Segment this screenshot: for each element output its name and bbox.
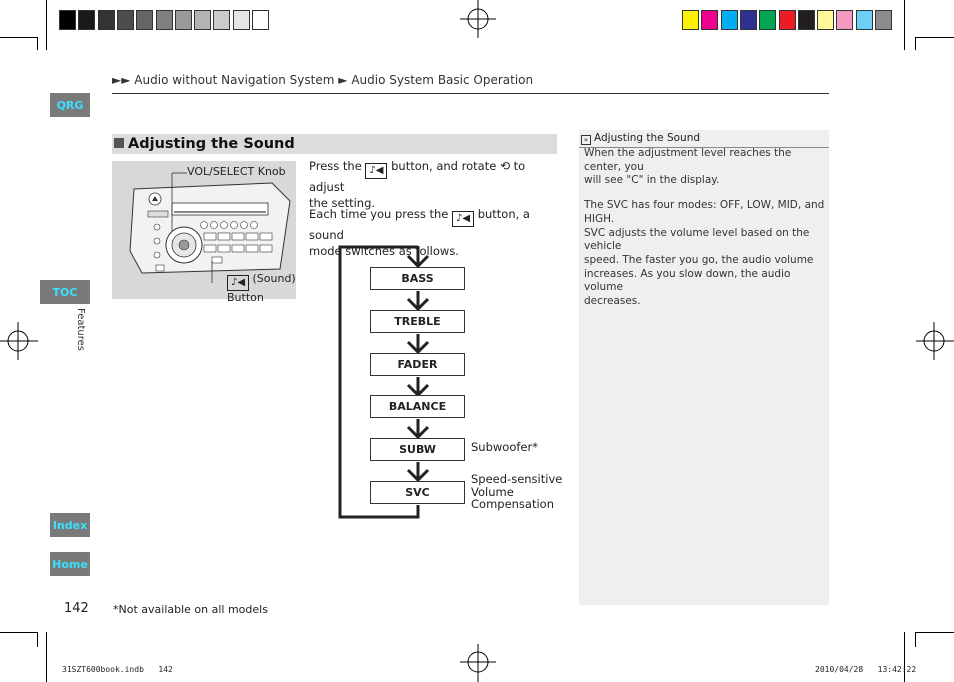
mode-subw: [370, 438, 465, 461]
crop-mark: [904, 0, 905, 50]
gray-swatch: [117, 10, 134, 30]
p2-text-c: mode switches as follows.: [309, 244, 459, 258]
sound-button-callout: [227, 272, 296, 304]
registration-mark-top: [458, 0, 498, 40]
button-callout-text: Button: [227, 291, 264, 304]
sidebar-heading-text: Adjusting the Sound: [594, 132, 701, 144]
tab-home[interactable]: [50, 552, 90, 576]
breadcrumb-separator: ►: [338, 73, 348, 87]
sidebar-line: decreases.: [584, 295, 641, 308]
svc-note-line-2: Volume: [471, 484, 514, 499]
slug-file-name: 31SZT600book.indb: [62, 665, 144, 674]
tab-qrg[interactable]: [50, 93, 90, 117]
mode-fader: [370, 353, 465, 376]
sidebar-line: will see "C" in the display.: [584, 174, 720, 187]
mode-fader-label: FADER: [397, 358, 438, 371]
subw-note: Subwoofer*: [471, 440, 538, 454]
tab-index[interactable]: [50, 513, 90, 537]
process-swatch: [798, 10, 815, 30]
mode-subw-label: SUBW: [399, 443, 436, 456]
gray-swatch: [78, 10, 95, 30]
p1-text-d: the setting.: [309, 196, 376, 210]
process-swatch: [721, 10, 738, 30]
gray-swatch: [156, 10, 173, 30]
p1-text-a: Press the: [309, 159, 362, 173]
crop-mark: [915, 632, 954, 633]
process-swatch: [701, 10, 718, 30]
mode-balance: [370, 395, 465, 418]
sidebar-line: SVC adjusts the volume level based on the vehicle: [584, 226, 810, 253]
note-icon: »: [581, 135, 591, 145]
process-swatch: [759, 10, 776, 30]
registration-mark-bottom: [458, 642, 498, 682]
slug-date: 2010/04/28: [815, 665, 864, 674]
tab-toc-label: TOC: [52, 285, 78, 299]
registration-mark-left: [0, 322, 40, 362]
process-swatch: [682, 10, 699, 30]
print-slug-date: [815, 665, 916, 674]
crop-mark: [0, 632, 38, 633]
sidebar-line: When the adjustment level reaches the center, you: [584, 147, 792, 173]
svc-note-line-1: Speed-sensitive: [471, 472, 563, 486]
process-swatch: [875, 10, 892, 30]
mode-balance-label: BALANCE: [388, 400, 447, 413]
mode-treble: [370, 310, 465, 333]
svc-note: [471, 473, 562, 511]
p1-text-c: to adjust: [309, 159, 526, 194]
crop-mark: [37, 632, 38, 647]
sound-callout-text: (Sound): [252, 272, 296, 285]
crop-mark: [37, 37, 38, 50]
sound-button-icon: ♪◀: [365, 163, 387, 179]
gray-swatch: [252, 10, 269, 30]
sidebar-note-heading: [579, 130, 829, 148]
process-swatch: [779, 10, 796, 30]
breadcrumb-arrows: ►►: [112, 73, 131, 87]
crop-mark: [915, 37, 954, 38]
gray-swatch: [175, 10, 192, 30]
section-title: [114, 134, 295, 154]
instruction-paragraph-1: [309, 158, 559, 211]
header-rule: [112, 93, 829, 94]
process-swatch: [836, 10, 853, 30]
mode-bass: [370, 267, 465, 290]
crop-mark: [915, 37, 916, 50]
section-title-text: Adjusting the Sound: [128, 136, 295, 152]
footnote: *Not available on all models: [113, 603, 268, 616]
process-swatch: [856, 10, 873, 30]
process-swatch: [740, 10, 757, 30]
crop-mark: [904, 632, 905, 682]
knob-callout: VOL/SELECT Knob: [187, 165, 286, 178]
sound-button-icon: ♪◀: [452, 211, 474, 227]
tab-toc[interactable]: [40, 280, 90, 304]
p2-text-b: button, a sound: [309, 207, 530, 242]
crop-mark: [46, 632, 47, 682]
p2-text-a: Each time you press the: [309, 207, 449, 221]
mode-treble-label: TREBLE: [394, 315, 441, 328]
crop-mark: [915, 632, 916, 647]
p1-text-b: button, and rotate: [391, 159, 497, 173]
sidebar-line: The SVC has four modes: OFF, LOW, MID, and: [584, 199, 825, 212]
slug-time: 13:42:22: [877, 665, 917, 674]
sound-button-icon: ♪◀: [227, 275, 249, 291]
mode-bass-label: BASS: [401, 272, 434, 285]
process-swatch: [817, 10, 834, 30]
breadcrumb-current: Audio System Basic Operation: [351, 73, 534, 87]
slug-file-page: 142: [158, 665, 173, 674]
sidebar-note-body: [584, 147, 826, 309]
crop-mark: [46, 0, 47, 50]
mode-svc-label: SVC: [405, 486, 430, 499]
breadcrumb-link-audio[interactable]: Audio without Navigation System: [134, 73, 335, 87]
knob-rotate-icon: ⟲: [499, 159, 511, 173]
print-slug-file: [62, 665, 173, 674]
gray-swatch: [233, 10, 250, 30]
gray-swatch: [194, 10, 211, 30]
gray-swatch: [136, 10, 153, 30]
gray-swatch: [59, 10, 76, 30]
sidebar-line: speed. The faster you go, the audio volume: [584, 253, 814, 266]
mode-svc: [370, 481, 465, 504]
tab-qrg-label: QRG: [56, 98, 84, 112]
registration-mark-right: [914, 322, 954, 362]
section-marker-icon: [114, 138, 124, 148]
crop-mark: [0, 37, 38, 38]
sidebar-line: increases. As you slow down, the audio volume: [584, 267, 791, 294]
chapter-label: Features: [75, 308, 86, 351]
tab-home-label: Home: [52, 557, 88, 571]
sidebar-line: HIGH.: [584, 212, 615, 225]
gray-swatch: [98, 10, 115, 30]
page-number: 142: [64, 601, 89, 616]
svc-note-line-3: Compensation: [471, 497, 554, 511]
gray-swatch: [213, 10, 230, 30]
breadcrumb: [112, 73, 533, 87]
tab-index-label: Index: [52, 518, 88, 532]
